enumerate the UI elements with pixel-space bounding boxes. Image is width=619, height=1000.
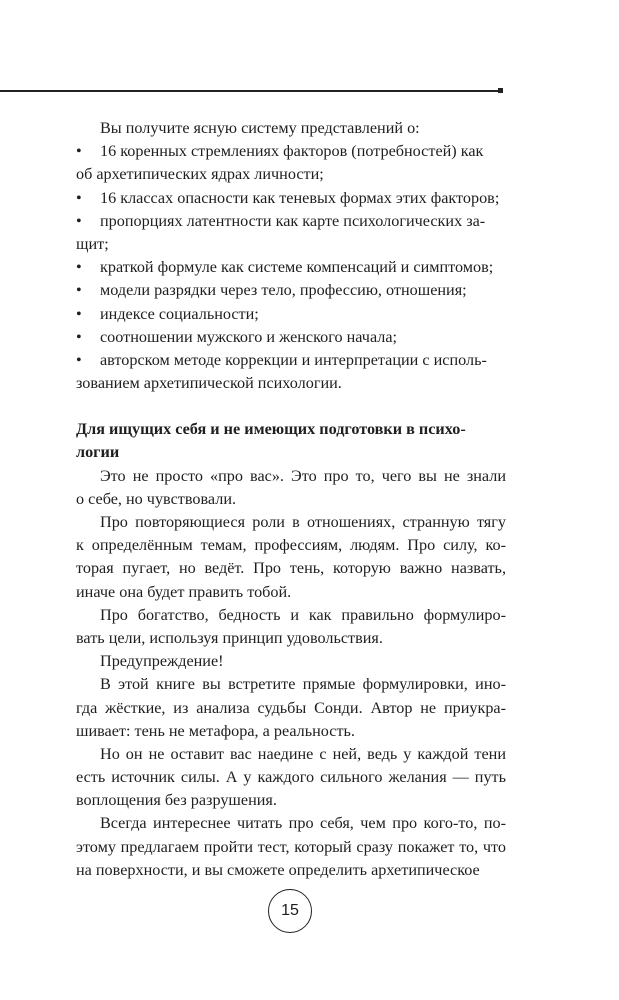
paragraph-line: Всегда интереснее читать про себя, чем про кого-то, по-	[100, 814, 506, 833]
bullet-line	[76, 372, 506, 395]
bullet-item	[76, 349, 506, 395]
bullet-text: краткой формуле как системе компенсаций и симптомов;	[100, 258, 494, 277]
paragraphs	[76, 465, 506, 882]
paragraph-line: есть источник силы. А у каждого сильного желания — путь	[76, 768, 506, 787]
paragraph	[76, 465, 506, 511]
bullet-item	[76, 326, 506, 349]
paragraph-line: Это не просто «про вас». Это про то, чего вы не знали	[100, 466, 506, 485]
bullet-text: щит;	[76, 234, 109, 253]
bullet-line	[76, 326, 506, 349]
bullet-item	[76, 256, 506, 279]
bullet-line	[76, 256, 506, 279]
paragraph-line: Но он не оставит вас наедине с ней, ведь у каждой тени	[100, 744, 506, 763]
paragraph-line: о себе, но чувствовали.	[76, 489, 237, 508]
bullet-line	[76, 349, 506, 372]
bullet-line	[76, 210, 506, 233]
bullet-icon: •	[76, 327, 82, 346]
paragraph-line: на поверхности, и вы сможете определить архетипическое	[76, 860, 480, 879]
paragraph-line: гда жёсткие, из анализа судьбы Сонди. Автор не приукра-	[76, 698, 506, 717]
bullet-icon: •	[76, 350, 82, 369]
header-rule	[0, 90, 500, 92]
paragraph-line: этому предлагаем пройти тест, который сразу покажет то, что	[76, 837, 506, 856]
bullet-icon: •	[76, 258, 82, 277]
paragraph	[76, 673, 506, 743]
bullet-text: индексе социальности;	[100, 304, 259, 323]
bullet-icon: •	[76, 211, 82, 230]
intro-line: Вы получите ясную систему представлений о:	[100, 119, 420, 137]
paragraph	[76, 511, 506, 604]
paragraph-line: торая пугает, но ведёт. Про тень, которую важно назвать,	[76, 559, 506, 578]
bullet-item	[76, 210, 506, 256]
bullet-line	[76, 163, 506, 186]
bullet-item	[76, 140, 506, 186]
paragraph	[76, 604, 506, 650]
paragraph	[76, 743, 506, 813]
heading-line: логии	[76, 443, 120, 462]
paragraph-line: иначе она будет править тобой.	[76, 582, 292, 601]
bullet-icon: •	[76, 304, 82, 323]
bullet-icon: •	[76, 188, 82, 207]
paragraph-line: к определённым темам, профессиям, людям. Про силу, ко-	[76, 536, 506, 555]
paragraph	[76, 650, 506, 673]
header-rule-end-mark	[498, 88, 503, 93]
bullet-item	[76, 279, 506, 302]
paragraph-line: Предупреждение!	[100, 652, 224, 671]
bullet-text: авторском методе коррекции и интерпретации с исполь-	[100, 350, 487, 369]
bullet-text: соотношении мужского и женского начала;	[100, 327, 398, 346]
paragraph	[76, 812, 506, 882]
paragraph-line: Про повторяющиеся роли в отношениях, странную тягу	[100, 513, 506, 531]
page-number: 15	[268, 889, 312, 933]
heading-line: Для ищущих себя и не имеющих подготовки в психо-	[76, 420, 466, 439]
section-heading	[76, 418, 506, 464]
paragraph-line: Про богатство, бедность и как правильно формулиро-	[100, 605, 506, 624]
bullet-item	[76, 303, 506, 326]
bullet-item	[76, 187, 506, 210]
bullet-text: пропорциях латентности как карте психологических за-	[100, 211, 486, 230]
bullet-list	[76, 140, 506, 395]
bullet-line	[76, 187, 506, 210]
bullet-icon: •	[76, 142, 82, 161]
bullet-text: 16 классах опасности как теневых формах этих факторов;	[100, 188, 500, 207]
bullet-line	[76, 303, 506, 326]
bullet-text: об архетипических ядрах личности;	[76, 165, 324, 184]
bullet-text: зованием архетипической психологии.	[76, 374, 342, 393]
bullet-icon: •	[76, 281, 82, 300]
section-gap	[76, 395, 506, 418]
paragraph-line: шивает: тень не метафора, а реальность.	[76, 721, 355, 740]
paragraph-line: В этой книге вы встретите прямые формулировки, ино-	[100, 675, 506, 694]
paragraph-line: воплощения без разрушения.	[76, 791, 277, 810]
page-body	[76, 117, 506, 882]
paragraph-line: вать цели, используя принцип удовольствия.	[76, 628, 383, 647]
bullet-text: модели разрядки через тело, профессию, отношения;	[100, 281, 467, 300]
bullet-text: 16 коренных стремлениях факторов (потребностей) как	[100, 142, 484, 161]
bullet-line	[76, 279, 506, 302]
bullet-line	[76, 233, 506, 256]
bullet-line	[76, 140, 506, 163]
